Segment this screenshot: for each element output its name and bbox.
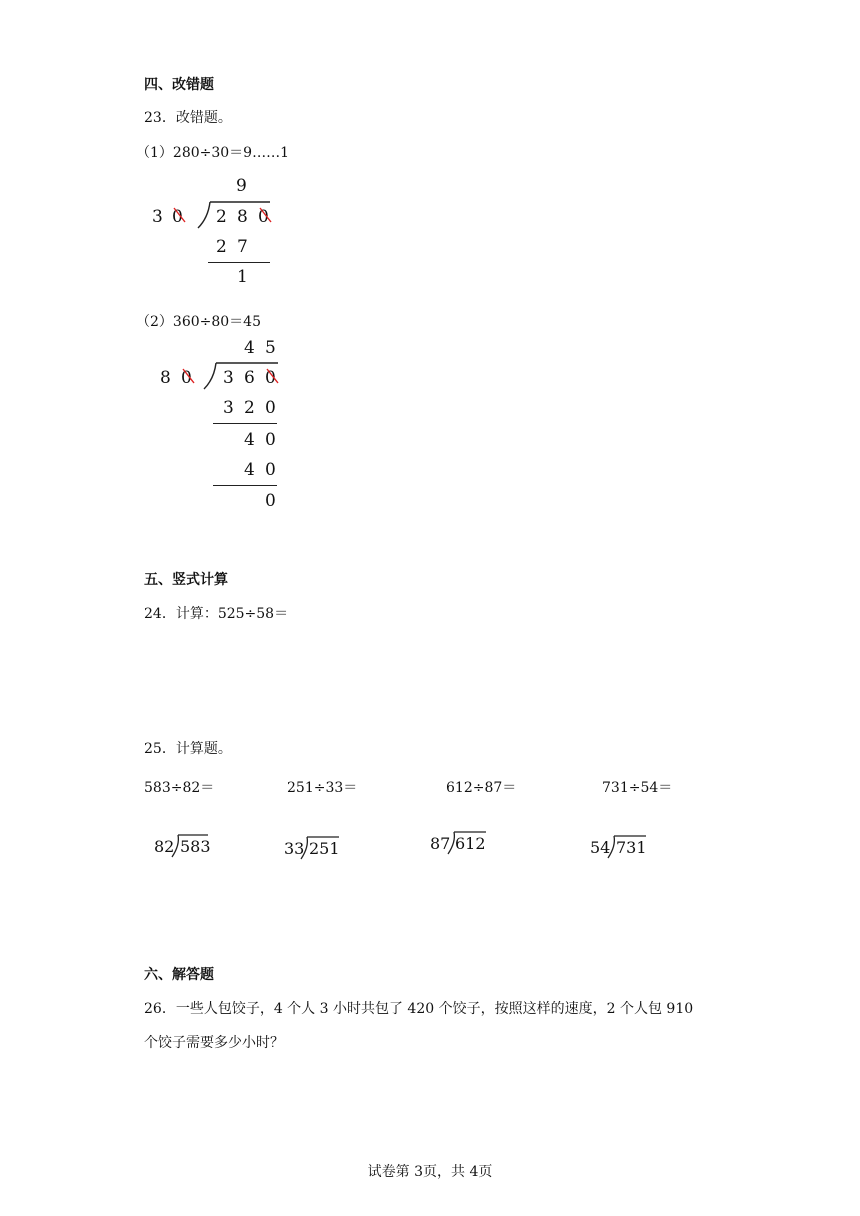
quotient-digit: 4 (244, 338, 255, 358)
section-heading-correction: 四、改错题 (144, 77, 214, 93)
product-digit: 4 (244, 460, 255, 480)
section-heading-vertical-calc: 五、竖式计算 (144, 572, 228, 588)
product-digit: 3 (223, 398, 234, 418)
divisor-digit: 3 (152, 207, 163, 227)
problem-expression: 612÷87＝ (446, 780, 517, 796)
dividend-digit: 2 (216, 207, 227, 227)
division-line (213, 485, 277, 486)
product-digit: 2 (216, 237, 227, 257)
remainder-digit: 1 (237, 267, 248, 287)
divisor-number: 87 (430, 834, 451, 853)
question-23-part1-label: （1）280÷30＝9……1 (136, 145, 289, 161)
question-24-label: 24．计算：525÷58＝ (144, 606, 289, 622)
problem-expression: 251÷33＝ (287, 780, 358, 796)
dividend-number: 583 (180, 837, 211, 856)
strike-mark-icon (179, 367, 199, 387)
product-digit: 0 (265, 398, 276, 418)
dividend-digit: 0 (258, 207, 269, 227)
dividend-number: 612 (455, 834, 486, 853)
division-line (213, 423, 277, 424)
product-digit: 0 (265, 460, 276, 480)
divisor-number: 54 (590, 838, 611, 857)
question-23-part2-label: （2）360÷80＝45 (136, 314, 261, 330)
remainder-digit: 0 (265, 491, 276, 511)
quotient-digit: 9 (236, 176, 247, 196)
dividend-digit: 6 (244, 368, 255, 388)
dividend-digit: 3 (223, 368, 234, 388)
product-digit: 2 (244, 398, 255, 418)
problem-expression: 583÷82＝ (144, 780, 215, 796)
remainder-digit: 4 (244, 430, 255, 450)
product-digit: 7 (237, 237, 248, 257)
question-23-label: 23．改错题。 (144, 110, 232, 126)
strike-mark-icon (256, 206, 276, 226)
dividend-number: 731 (616, 838, 647, 857)
quotient-digit: 5 (265, 338, 276, 358)
divisor-digit: 0 (172, 207, 183, 227)
remainder-digit: 0 (265, 430, 276, 450)
section-heading-word-problems: 六、解答题 (144, 967, 214, 983)
divisor-digit: 8 (160, 368, 171, 388)
question-25-label: 25．计算题。 (144, 741, 232, 757)
question-26-line2: 个饺子需要多少小时？ (144, 1035, 284, 1051)
divisor-number: 82 (154, 837, 175, 856)
strike-mark-icon (170, 206, 190, 226)
dividend-digit: 0 (265, 368, 276, 388)
question-26-line1: 26．一些人包饺子，4 个人 3 小时共包了 420 个饺子，按照这样的速度，2 个人包 910 (144, 1001, 694, 1017)
dividend-digit: 8 (237, 207, 248, 227)
dividend-number: 251 (309, 839, 340, 858)
problem-expression: 731÷54＝ (602, 780, 673, 796)
divisor-digit: 0 (181, 368, 192, 388)
strike-mark-icon (263, 367, 283, 387)
page-footer: 试卷第 3页，共 4页 (367, 1164, 493, 1180)
division-line (208, 262, 270, 263)
divisor-number: 33 (284, 839, 305, 858)
